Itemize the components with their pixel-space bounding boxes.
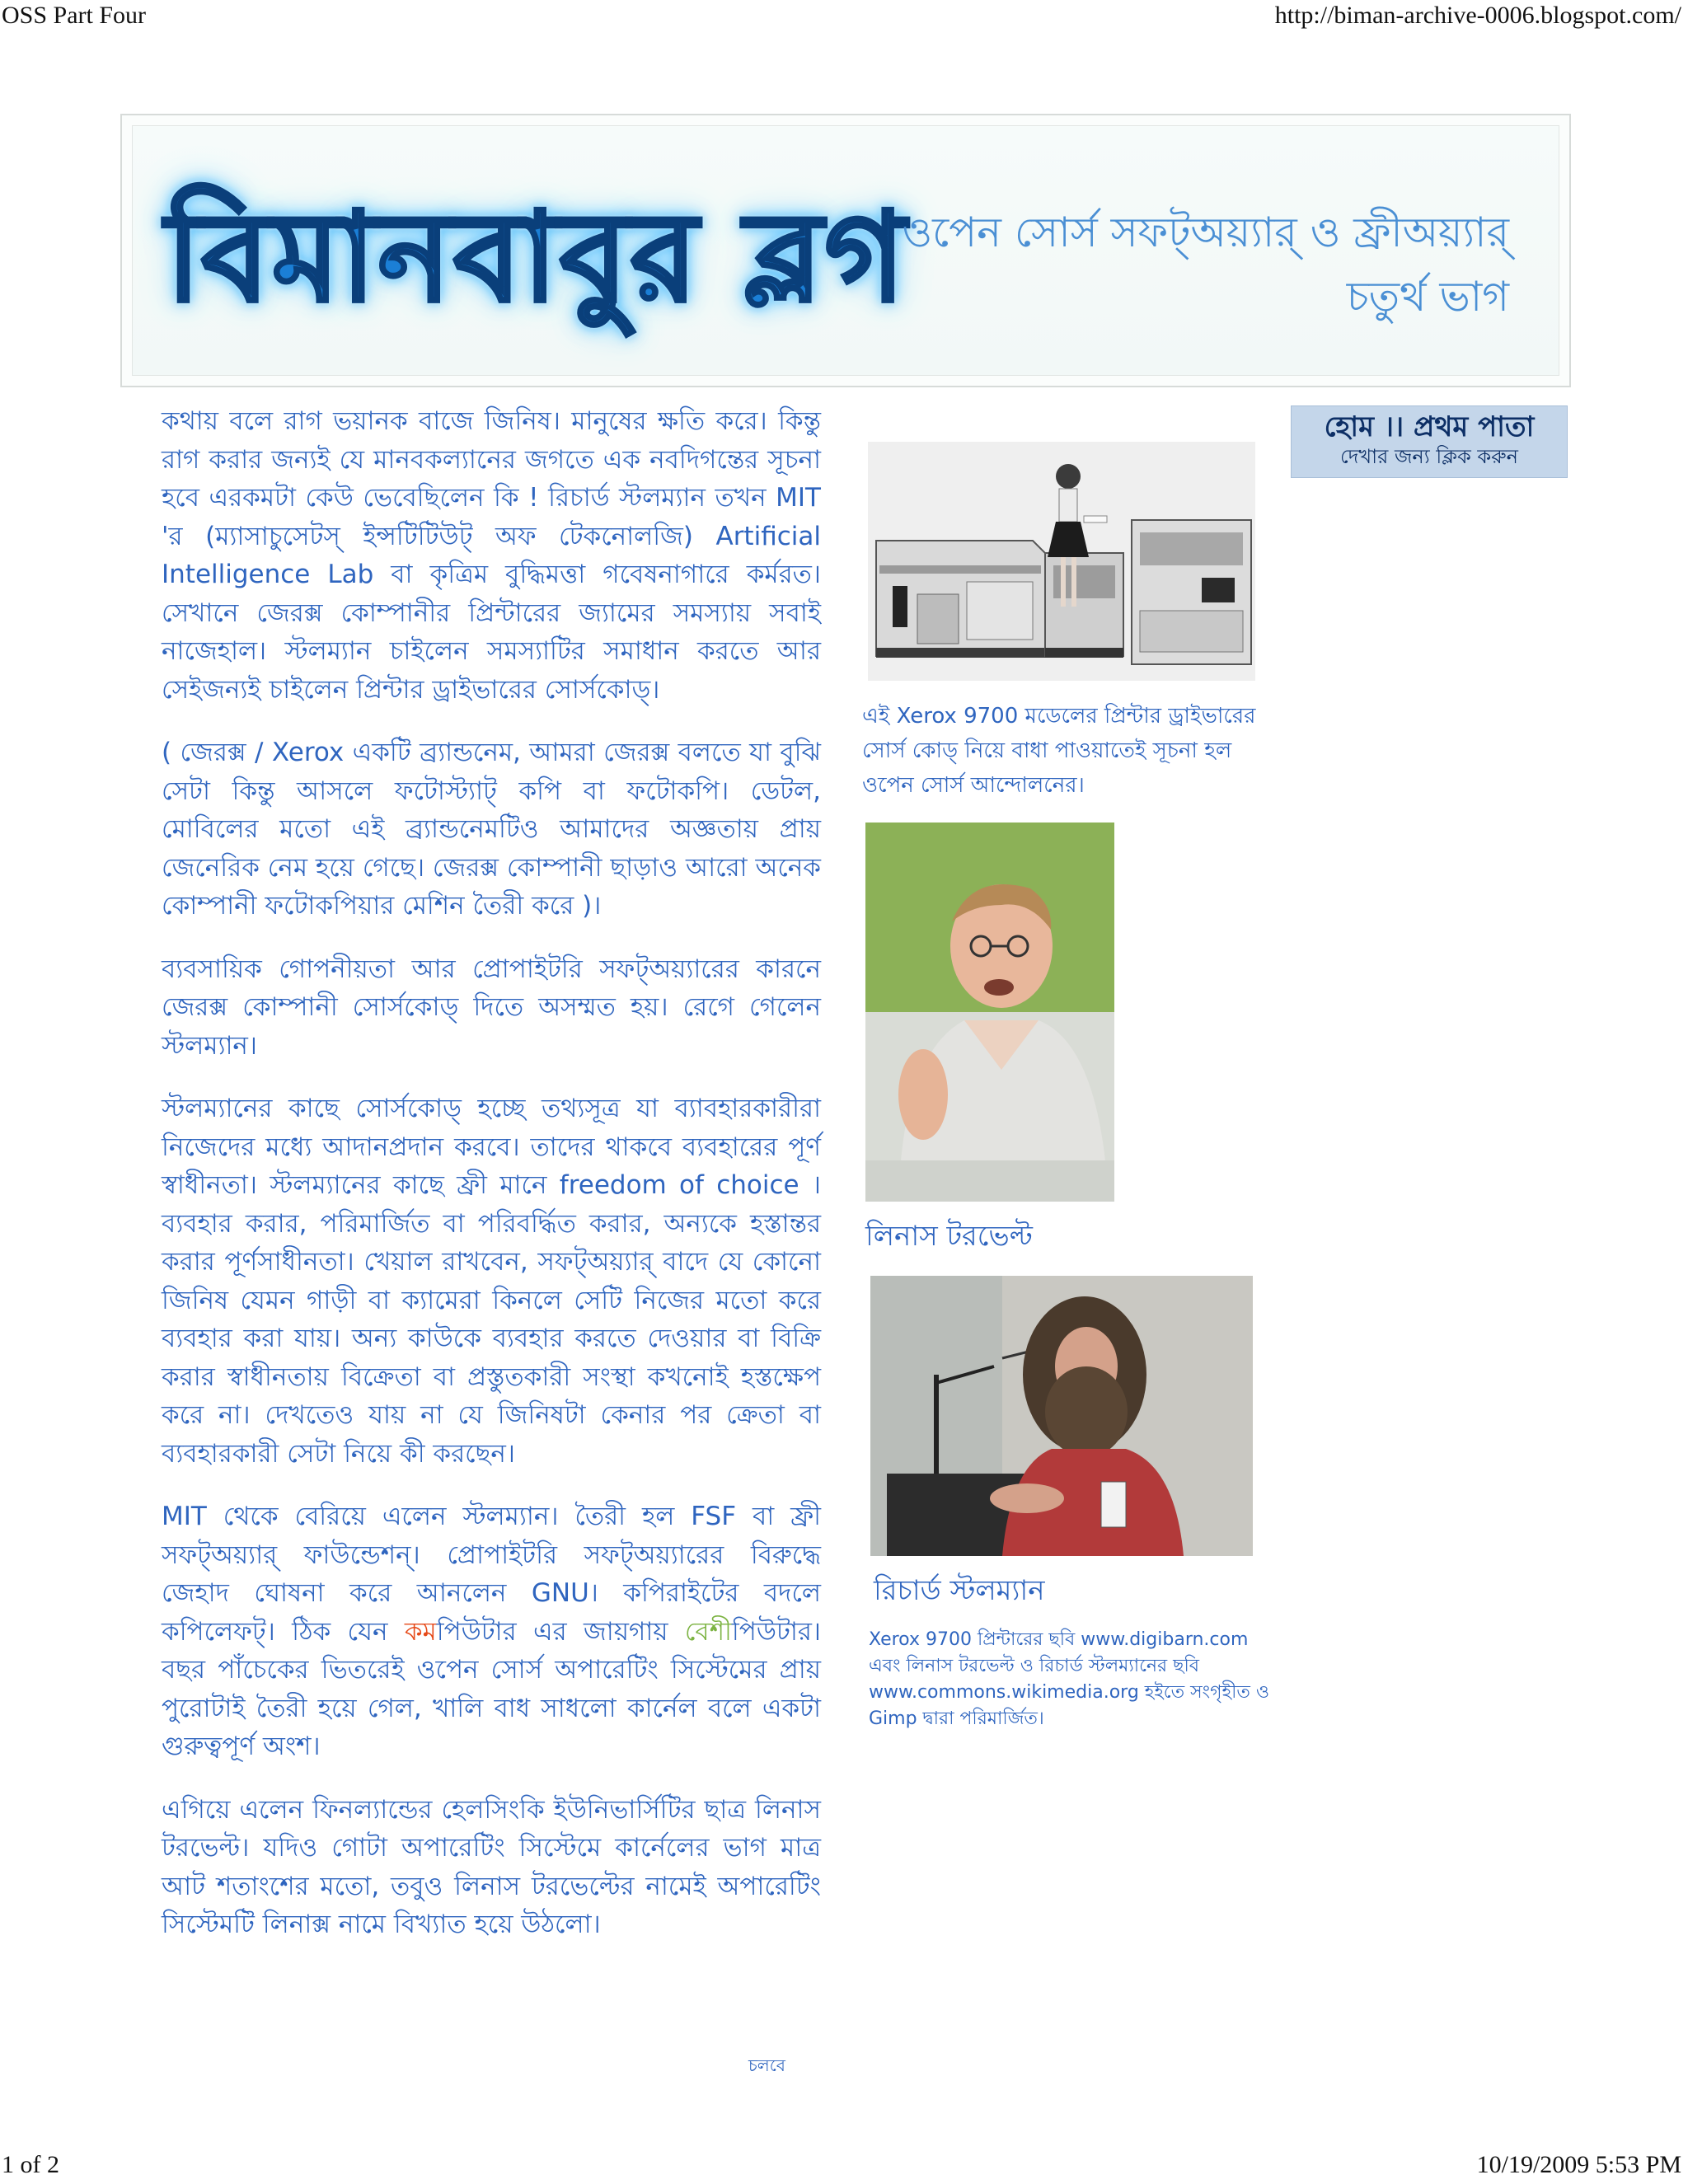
linus-torvalds-photo <box>865 823 1114 1202</box>
highlight-beshi: বেশী <box>684 1616 732 1647</box>
xerox-illustration <box>868 442 1255 681</box>
banner-subtitle-line2: চতুর্থ ভাগ <box>1346 273 1509 321</box>
torvalds-illustration <box>865 823 1114 1202</box>
torvalds-caption: লিনাস টরভেল্ট <box>865 1220 1033 1253</box>
xerox-caption: এই Xerox 9700 মডেলের প্রিন্টার ড্রাইভারের সোর্স কোড্‌ নিয়ে বাধা পাওয়াতেই সূচনা হল ওপেন সোর্স আন্দোলনের। <box>862 704 1256 798</box>
print-url: http://biman-archive-0006.blogspot.com/ <box>1274 2 1681 29</box>
stallman-illustration <box>870 1276 1253 1556</box>
article-paragraph-1: কথায় বলে রাগ ভয়ানক বাজে জিনিষ। মানুষের ক্ষতি করে। কিন্তু রাগ করার জন্যই যে মানবকল্যানের জগতে এক নবদিগন্তের সূচনা হবে এরকমটা কেউ ভেবেছিলেন কি ! রিচার্ড স্টলম্যান তখন MIT 'র (ম্যাসাচুসেটস্‌ ইন্সটিটিউট্‌ অফ টেকনোলজি) Artificial Intelligence Lab বা কৃত্রিম বুদ্ধিমত্তা গবেষনাগারে কর্মরত। সেখানে জেরক্স কোম্পানীর প্রিন্টারের জ্যামের সমস্যায় সবাই নাজেহাল। স্টলম্যান চাইলেন সমস্যাটির সমাধান করতে আর সেইজন্যই চাইলেন প্রিন্টার ড্রাইভারের সোর্সকোড্‌। <box>162 406 821 705</box>
banner-subtitle-line1: ওপেন সোর্স সফট্‌অয়্যার্‌ ও ফ্রীঅয়্যার্‌ <box>902 209 1509 256</box>
banner-panel <box>132 125 1559 376</box>
article-body <box>162 402 821 1969</box>
article-paragraph-6: এগিয়ে এলেন ফিনল্যান্ডের হেলসিংকি ইউনিভার্সিটির ছাত্র লিনাস টরভেল্ট। যদিও গোটা অপারেটিং সিস্টেমে কার্নেলের ভাগ মাত্র আট শতাংশের মতো, তবুও লিনাস টরভেল্টের নামেই অপারেটিং সিস্টেমটি লিনাক্স নামে বিখ্যাত হয়ে উঠলো। <box>162 1794 821 1939</box>
print-datetime: 10/19/2009 5:53 PM <box>1476 2151 1681 2178</box>
image-credits: Xerox 9700 প্রিন্টারের ছবি www.digibarn.com এবং লিনাস টরভেল্ট ও রিচার্ড স্টলম্যানের ছবি www.commons.wikimedia.org হইতে সংগৃহীত ও Gimp দ্বারা পরিমার্জিত। <box>869 1629 1270 1729</box>
paragraph-5-text-c: পিউটার। বছর পাঁচেকের ভিতরেই ওপেন সোর্স অপারেটিং সিস্টেমের প্রায় পুরোটাই তৈরী হয়ে গেল, খালি বাধ সাধলো কার্নেল বলে একটা গুরুত্বপূর্ণ অংশ। <box>162 1616 821 1761</box>
banner-subtitle <box>883 200 1509 329</box>
blog-banner <box>120 114 1571 387</box>
highlight-kom: কম <box>404 1616 437 1647</box>
blog-logo[interactable]: বিমানবাবুর ব্লগ <box>166 186 907 330</box>
page-number: 1 of 2 <box>2 2151 59 2178</box>
article-paragraph-4: স্টলম্যানের কাছে সোর্সকোড্‌ হচ্ছে তথ্যসূত্র যা ব্যাবহারকারীরা নিজেদের মধ্যে আদানপ্রদান করবে। তাদের থাকবে ব্যবহারের পূর্ণ স্বাধীনতা। স্টলম্যানের কাছে ফ্রী মানে freedom of choice । ব্যবহার করার, পরিমার্জিত বা পরিবর্দ্ধিত করার, অন্যকে হস্তান্তর করার পূর্ণসাধীনতা। খেয়াল রাখবেন, সফট্‌অয়্যার্‌ বাদে যে কোনো জিনিষ যেমন গাড়ী বা ক্যামেরা কিনলে সেটি নিজের মতো করে ব্যবহার করা যায়। অন্য কাউকে ব্যবহার করতে দেওয়ার বা বিক্রি করার স্বাধীনতায় বিক্রেতা বা প্রস্তুতকারী সংস্থা কখনোই হস্তক্ষেপ করে না। দেখতেও যায় না যে জিনিষটা কেনার পর ক্রেতা বা ব্যবহারকারী সেটা নিয়ে কী করছেন। <box>162 1094 821 1469</box>
xerox-9700-photo <box>868 442 1255 681</box>
article-paragraph-3: ব্যবসায়িক গোপনীয়তা আর প্রোপাইটরি সফট্‌অয়্যারের কারনে জেরক্স কোম্পানী সোর্সকোড্‌ দিতে অসম্মত হয়। রেগে গেলেন স্টলম্যান। <box>162 954 821 1061</box>
richard-stallman-photo <box>870 1276 1253 1556</box>
stallman-caption: রিচার্ড স্টলম্যান <box>874 1574 1045 1607</box>
home-link-hint: দেখার জন্য ক্লিক করুন <box>1340 445 1518 468</box>
paragraph-5-text-b: পিউটার এর জায়গায় <box>436 1616 685 1647</box>
print-header <box>0 0 1688 36</box>
article-paragraph-5 <box>162 1497 821 1766</box>
home-link-box[interactable] <box>1291 405 1568 478</box>
print-footer <box>0 2148 1688 2184</box>
home-link[interactable]: হোম ।। প্রথম পাতা <box>1324 410 1535 443</box>
continue-label: চলবে <box>748 2055 785 2075</box>
paragraph-5-text-a: MIT থেকে বেরিয়ে এলেন স্টলম্যান। তৈরী হল FSF বা ফ্রী সফট্‌অয়্যার্‌ ফাউন্ডেশন্‌। প্রোপাইটরি সফট্‌অয়্যারের বিরুদ্ধে জেহাদ ঘোষনা করে আনলেন GNU। কপিরাইটের বদলে কপিলেফট্‌। ঠিক যেন <box>162 1502 821 1647</box>
article-paragraph-2: ( জেরক্স / Xerox একটি ব্র্যান্ডনেম, আমরা জেরক্স বলতে যা বুঝি সেটা কিন্তু আসলে ফটোস্ট্যাট্‌ কপি বা ফটোকপি। ডেটল, মোবিলের মতো এই ব্র্যান্ডনেমটিও আমাদের অজ্ঞতায় প্রায় জেনেরিক নেম হয়ে গেছে। জেরক্স কোম্পানী ছাড়াও আরো অনেক কোম্পানী ফটোকপিয়ার মেশিন তৈরী করে )। <box>162 738 821 921</box>
print-title: OSS Part Four <box>2 2 147 29</box>
